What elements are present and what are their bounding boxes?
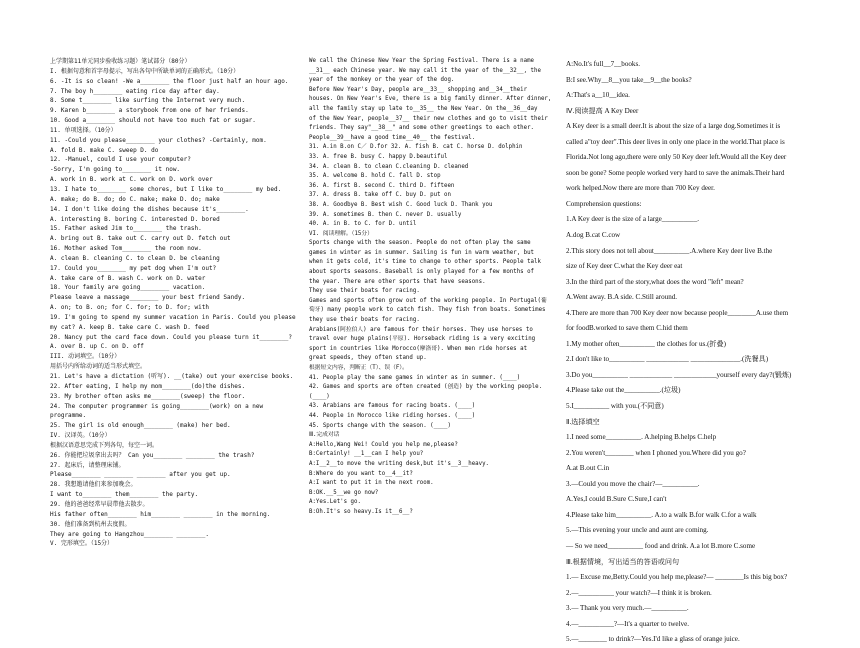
text-line: 5.—This evening your uncle and aunt are coming. bbox=[566, 526, 709, 535]
text-line: A. over B. up C. on D. off bbox=[50, 343, 144, 351]
text-line: the year. There are other sports that have seasons. bbox=[309, 278, 486, 285]
text-line: A. on; to B. on; for C. for; to D. for; with bbox=[50, 304, 209, 312]
text-line: Games and sports often grow out of the working people. In Portugal(葡 bbox=[309, 297, 547, 304]
text-line: 17. Could you________ my pet dog when I'm out? bbox=[50, 264, 217, 272]
text-line: sport in countries like Morocco(摩洛哥). When men ride horses at bbox=[309, 345, 528, 352]
text-line: about sports seasons. Baseball is only played for a few months of bbox=[309, 269, 535, 276]
text-line: 萄牙) many people work to catch fish. They fish from boats. Sometimes bbox=[309, 307, 546, 314]
text-line: 30. 他们准备到杭州去度假。 bbox=[50, 520, 131, 528]
text-line: IV. 汉译英。（10分） bbox=[50, 432, 111, 440]
text-line: 3.Do you__________ ____________ ____________yourself every day?(锻炼) bbox=[566, 370, 792, 379]
text-line: 37. A. dress B. take off C. buy D. put on bbox=[309, 192, 451, 199]
text-line: 45. Sports change with the season. (____) bbox=[309, 422, 451, 429]
text-line: 36. A. first B. second C. third D. fifteen bbox=[309, 182, 455, 189]
text-line: B:Where do you want to__4__it? bbox=[309, 470, 413, 477]
text-line: travel over huge plains(平原). Horseback riding is a very exciting bbox=[309, 336, 536, 343]
text-line: A. fold B. make C. sweep D. do bbox=[50, 146, 159, 154]
text-line: 3.— Thank you very much.—__________. bbox=[566, 604, 689, 613]
text-line: games in winter as in summer. Sailing is fun in warm weather, but bbox=[309, 249, 535, 256]
text-line: 41. People play the same games in winter as in summer. (____) bbox=[309, 374, 521, 381]
text-line: 27. 起床后，请整理床铺。 bbox=[50, 461, 125, 469]
text-line: 4.There are more than 700 Key deer now because people________A.use them bbox=[566, 308, 789, 317]
text-line: A.Went away. B.A side. C.Still around. bbox=[566, 293, 678, 302]
text-line: A. bring out B. take out C. carry out D. fetch out bbox=[50, 235, 231, 243]
text-line: 2.You weren't________ when I phoned you.Where did you go? bbox=[566, 448, 746, 457]
text-line: all the family stay up late to__35__ the New Year. On the__36__day bbox=[309, 105, 538, 112]
text-line: 23. My brother often asks me________(sweep) the floor. bbox=[50, 392, 246, 400]
text-line: Ⅲ.完成对话 bbox=[309, 432, 340, 439]
text-line: 16. Mother asked Tom________ the room now. bbox=[50, 245, 202, 253]
text-line: 4.—__________?—It's a quarter to twelve. bbox=[566, 619, 690, 628]
text-line: __31__ each Chinese year. We may call it the year of the__32__, the bbox=[309, 67, 541, 74]
text-line: Ⅲ.根据情境，写出适当的答语或问句 bbox=[566, 557, 680, 566]
text-line: A Key deer is a small deer.It is about the size of a large dog.Sometimes it is bbox=[566, 122, 781, 131]
text-line: B:Certainly! __1__can I help you? bbox=[309, 451, 424, 458]
text-line: programme. bbox=[50, 412, 87, 420]
text-line: 8. Some t________ like surfing the Internet very much. bbox=[50, 97, 246, 105]
text-line: when it gets cold, it's time to change to other sports. People talk bbox=[309, 259, 541, 266]
text-line: 2.This story does not tell about__________.A.where Key deer live B.the bbox=[566, 246, 773, 255]
text-line: 7. The boy h________ eating rice day after day. bbox=[50, 87, 220, 95]
text-line: People__39__have a good time__40__ the festival. bbox=[309, 134, 476, 141]
text-line: 用括号内所给动词的适当形式填空。 bbox=[50, 363, 147, 371]
text-line: 1.My mother often__________ the clothes for us.(折叠) bbox=[566, 339, 726, 348]
text-line: A:No.It's full__7__books. bbox=[566, 60, 640, 68]
text-line: 18. Your family are going________ vacation. bbox=[50, 284, 206, 292]
text-line: 10. Good a________ should not have too much fat or sugar. bbox=[50, 117, 256, 125]
text-line: V. 完形填空。（15分） bbox=[50, 540, 114, 548]
text-line: friends. They say"__38__" and some other greetings to each other. bbox=[309, 125, 535, 132]
text-line: 1.A Key deer is the size of a large__________. bbox=[566, 215, 700, 224]
text-line: 4.Please take him__________. A.to a walk B.for walk C.for a walk bbox=[566, 510, 757, 519]
text-line: A. make; do B. do; do C. make; make D. do; make bbox=[50, 195, 220, 203]
text-line: 33. A. free B. busy C. happy D.beautiful bbox=[309, 153, 448, 160]
text-line: 根据短文内容，判断正（T）、误（F）。 bbox=[309, 365, 408, 371]
text-line: 29. 他的爸爸经常早晨带他去散步。 bbox=[50, 500, 149, 508]
text-line: 28. 我想邀请他们来参加晚会。 bbox=[50, 481, 137, 489]
text-line: 15. Father asked Jim to________ the trash. bbox=[50, 225, 202, 233]
text-line: -Sorry, I'm going to________ it now. bbox=[50, 166, 181, 174]
text-line: houses. On New Year's Eve, there is a big family dinner. After dinner, bbox=[309, 96, 552, 103]
text-line: Florida.Not long ago,there were only 50 Key deer left.Would all the Key deer bbox=[566, 153, 787, 162]
text-line: Sports change with the season. People do not often play the same bbox=[309, 240, 531, 247]
text-line: 1.I need some__________. A.helping B.helps C.help bbox=[566, 433, 717, 442]
column-middle bbox=[309, 57, 559, 602]
text-line: 26. 你能把垃圾拿出去吗？ Can you________ ________ the trash? bbox=[50, 451, 255, 459]
text-line: Before New Year's Day, people are__33__ shopping and__34__their bbox=[309, 86, 528, 93]
text-line: B:OK.__5__we go now? bbox=[309, 489, 379, 496]
column-left bbox=[50, 57, 298, 602]
text-line: They are going to Hangzhou________ ________. bbox=[50, 530, 209, 538]
text-line: 38. A. Goodbye B. Best wish C. Good luck D. Thank you bbox=[309, 201, 493, 208]
text-line: 6. -It is so clean! -We a________ the floor just half an hour ago. bbox=[50, 77, 289, 85]
text-line: 25. The girl is old enough________ (make) her bed. bbox=[50, 422, 231, 430]
text-line: 19. I'm going to spend my summer vacation in Paris. Could you please bbox=[50, 313, 296, 321]
text-line: 11. 单项选择。（10分） bbox=[50, 126, 117, 134]
text-line: 34. A. clean B. to clean C.cleaning D. cleaned bbox=[309, 163, 469, 170]
text-line: 9. Karen b________ a storybook from one of her friends. bbox=[50, 107, 249, 115]
text-line: I. 根据句意和首字母提示，写出各句中所缺单词的正确形式。（10分） bbox=[50, 67, 240, 75]
text-line: 1.— Excuse me,Betty.Could you help me,please?— ________Is this big box? bbox=[566, 573, 788, 582]
text-line: 3.In the third part of the story,what does the word "left" mean? bbox=[566, 277, 744, 286]
text-line: 40. A. in B. to C. for D. until bbox=[309, 221, 417, 228]
text-line: A:I want to put it in the next room. bbox=[309, 480, 434, 487]
text-line: 20. Nancy put the card face down. Could you please turn it________? bbox=[50, 333, 293, 341]
text-line: 24. The computer programmer is going________(work) on a new bbox=[50, 402, 264, 410]
text-line: A:I__2__to move the writing desk,but it's__3__heavy. bbox=[309, 460, 490, 467]
text-line: 21. Let's have a dictation (听写). __(take) out your exercise books. bbox=[50, 373, 294, 380]
text-line: B:Oh.It's so heavy.Is it__6__? bbox=[309, 508, 413, 515]
text-line: 上学期第11单元同步验收练习题）笔试部分（80分） bbox=[50, 58, 191, 65]
text-line: 44. People in Morocco like riding horses. (____) bbox=[309, 412, 476, 419]
text-line: 5.I__________ with you.(不同意) bbox=[566, 402, 664, 411]
text-line: (____) bbox=[309, 393, 330, 400]
text-line: Please________ ________ ________ after you get up. bbox=[50, 471, 231, 479]
text-line: A:Hello,Wang Wei! Could you help me,please? bbox=[309, 441, 458, 448]
text-line: 4.Please take out the__________.(垃圾) bbox=[566, 386, 681, 395]
text-line: Please leave a massage________ your best friend Sandy. bbox=[50, 294, 246, 302]
text-line: 31. A.in B.on C／ D.for 32. A. fish B. cat C. horse D. dolphin bbox=[309, 144, 523, 151]
text-line: Arabians(阿拉伯人) are famous for their horses. They use horses to bbox=[309, 326, 533, 333]
text-line: 2.—__________ your watch?—I think it is broken. bbox=[566, 588, 712, 597]
text-line: 42. Games and sports are often created (创造) by the working people. bbox=[309, 384, 543, 391]
text-line: 3.—Could you move the chair?—__________. bbox=[566, 479, 700, 488]
text-line: they use their boats for racing. bbox=[309, 317, 420, 324]
text-line: A. take care of B. wash C. work on D. water bbox=[50, 274, 206, 282]
text-line: A. interesting B. boring C. interested D. bored bbox=[50, 215, 220, 223]
text-line: I want to________ them________ the party. bbox=[50, 491, 199, 499]
text-line: 13. I hate to________ some chores, but I like to________ my bed. bbox=[50, 185, 282, 193]
text-line: soon be gone? Some people worked very hard to save the animals.Their hard bbox=[566, 168, 785, 177]
text-line: my cat? A. keep B. take care C. wash D. feed bbox=[50, 323, 209, 331]
text-line: A.Yes,I could B.Sure C.Sure,I can't bbox=[566, 495, 667, 504]
text-line: for foodB.worked to save them C.hid them bbox=[566, 324, 688, 333]
text-line: His father often________ him________ ________ in the morning. bbox=[50, 510, 271, 518]
text-line: 2.I don't like to__________ ____________ ______________.(洗餐具) bbox=[566, 355, 769, 364]
text-line: 22. After eating, I help my mom________(do)the dishes. bbox=[50, 382, 246, 390]
text-line: A. work in B. work at C. work on D. work over bbox=[50, 176, 213, 184]
text-line: A.dog B.cat C.cow bbox=[566, 231, 621, 240]
text-line: A:That's a__10__idea. bbox=[566, 91, 630, 100]
text-line: great speeds, they often stand up. bbox=[309, 355, 427, 362]
text-line: Comprehension questions: bbox=[566, 199, 642, 208]
text-line: VI. 阅读理解。（15分） bbox=[309, 230, 373, 237]
text-line: 43. Arabians are famous for racing boats. (____) bbox=[309, 403, 476, 410]
text-line: They use their boats for racing. bbox=[309, 288, 420, 295]
text-line: 11. -Could you please________ your clothes? -Certainly, mom. bbox=[50, 136, 267, 144]
text-line: Ⅳ.阅读提高 A Key Deer bbox=[566, 106, 639, 115]
text-line: 12. -Manuel, could I use your computer? bbox=[50, 156, 191, 164]
text-line: 14. I don't like doing the dishes because it's________. bbox=[50, 205, 249, 213]
text-line: III. 动词填空。（10分） bbox=[50, 353, 121, 361]
text-line: We call the Chinese New Year the Spring Festival. There is a name bbox=[309, 58, 535, 64]
column-right bbox=[566, 57, 820, 644]
text-line: Ⅱ.选择填空 bbox=[566, 417, 600, 426]
text-line: — So we need__________ food and drink. A.a lot B.more C.some bbox=[566, 541, 756, 550]
text-line: A. clean B. cleaning C. to clean D. be cleaning bbox=[50, 254, 220, 262]
text-line: of the New Year, people__37__ their new clothes and go to visit their bbox=[309, 115, 548, 122]
text-line: 35. A. welcome B. hold C. fall D. stop bbox=[309, 173, 441, 180]
text-line: called a"toy deer".This deer lives in only one place in the world.That place is bbox=[566, 137, 785, 146]
text-line: 根据汉语意思完成下列各句，每空一词。 bbox=[50, 441, 159, 449]
text-line: A.at B.out C.in bbox=[566, 464, 610, 473]
text-line: 39. A. sometimes B. then C. never D. usually bbox=[309, 211, 462, 218]
text-line: year of the monkey or the year of the dog. bbox=[309, 77, 455, 84]
text-line: A:Yes.Let's go. bbox=[309, 499, 361, 506]
text-line: 5.—________ to drink?—Yes.I'd like a glass of orange juice. bbox=[566, 635, 740, 644]
text-line: work helped.Now there are more than 700 Key deer. bbox=[566, 184, 715, 193]
text-line: B:I see.Why__8__you take__9__the books? bbox=[566, 75, 692, 84]
text-line: size of Key deer C.what the Key deer eat bbox=[566, 262, 683, 271]
